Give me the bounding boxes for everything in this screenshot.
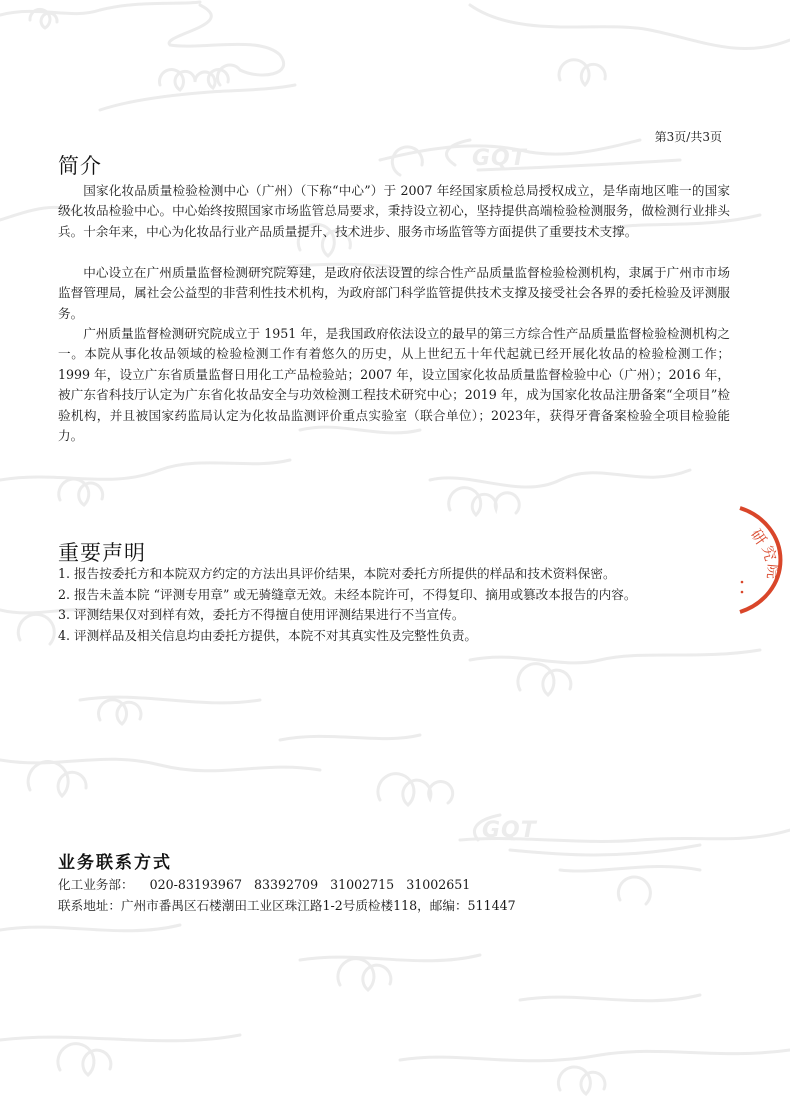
phone-line (58, 874, 748, 895)
address-line (58, 895, 748, 916)
phone-label: 化工业务部： (58, 877, 134, 892)
stamp-char: 院 (763, 563, 783, 580)
address-value: 广州市番禺区石楼潮田工业区珠江路1-2号质检楼118，邮编：511447 (120, 898, 516, 913)
address-label: 联系地址： (58, 898, 121, 913)
declaration-item: 4. 评测样品及相关信息均由委托方提供，本院不对其真实性及完整性负责。 (58, 627, 478, 643)
declaration-item: 2. 报告未盖本院 “评测专用章” 或无骑缝章无效。未经本院许可，不得复印、摘用或篡改本报告的内容。 (58, 586, 637, 602)
declaration-heading: 重要声明 (58, 541, 146, 565)
declaration-item: 1. 报告按委托方和本院双方约定的方法出具评价结果，本院对委托方所提供的样品和技术资料保密。 (58, 566, 616, 581)
contact-block (58, 874, 748, 916)
seal-stamp-icon (730, 500, 790, 620)
intro-paragraph-2: 中心设立在广州质量监督检测研究院筹建，是政府依法设置的综合性产品质量监督检验检测机构，隶属于广州市市场监督管理局，属社会公益型的非营利性技术机构，为政府部门科学监管提供技术支撑及接受社会各界的委托检验及评测服务。 (58, 265, 730, 321)
phone-numbers: 020-83193967 83392709 31002715 31002651 (149, 877, 471, 892)
contact-heading: 业务联系方式 (58, 853, 172, 873)
intro-paragraph-3: 广州质量监督检测研究院成立于 1951 年，是我国政府依法设立的最早的第三方综合性产品质量监督检验检测机构之一。本院从事化妆品领域的检验检测工作有着悠久的历史，从上世纪五十年代起就已经开展化妆品的检验检测工作； 1999 年，设立广东省质量监督日用化工产品检验站；2007 年，设立国家化妆品质量监督检验中心（广州）；2016 年，被广东省科技厅认定为广东省化妆品安全与功效检测工程技术研究中心；2019 年，成为国家化妆品注册备案“全项目”检验机构，并且被国家药监局认定为化妆品监测评价重点实验室（联合单位）；2023年，获得牙膏备案检验全项目检验能力。 (58, 326, 730, 444)
stamp-char: 究 (758, 543, 780, 563)
page-indicator: 第3页/共3页 (654, 130, 722, 144)
intro-heading: 简介 (58, 154, 102, 178)
declaration-item: 3. 评测结果仅对到样有效，委托方不得擅自使用评测结果进行不当宣传。 (58, 607, 465, 622)
gqt-watermark-logo: GQT (482, 818, 537, 843)
gqt-watermark-logo: GQT (472, 146, 527, 171)
stamp-char: 研 (746, 525, 771, 549)
declaration-list (58, 564, 748, 646)
intro-paragraph-1: 国家化妆品质量检验检测中心（广州）（下称“中心”）于 2007 年经国家质检总局授权成立，是华南地区唯一的国家级化妆品检验中心。中心始终按照国家市场监管总局要求，秉持设立初心，坚持提供高端检验检测服务，做检测行业排头兵。十余年来，中心为化妆品行业产品质量提升、技术进步、服务市场监管等方面提供了重要技术支撑。 (58, 183, 730, 239)
